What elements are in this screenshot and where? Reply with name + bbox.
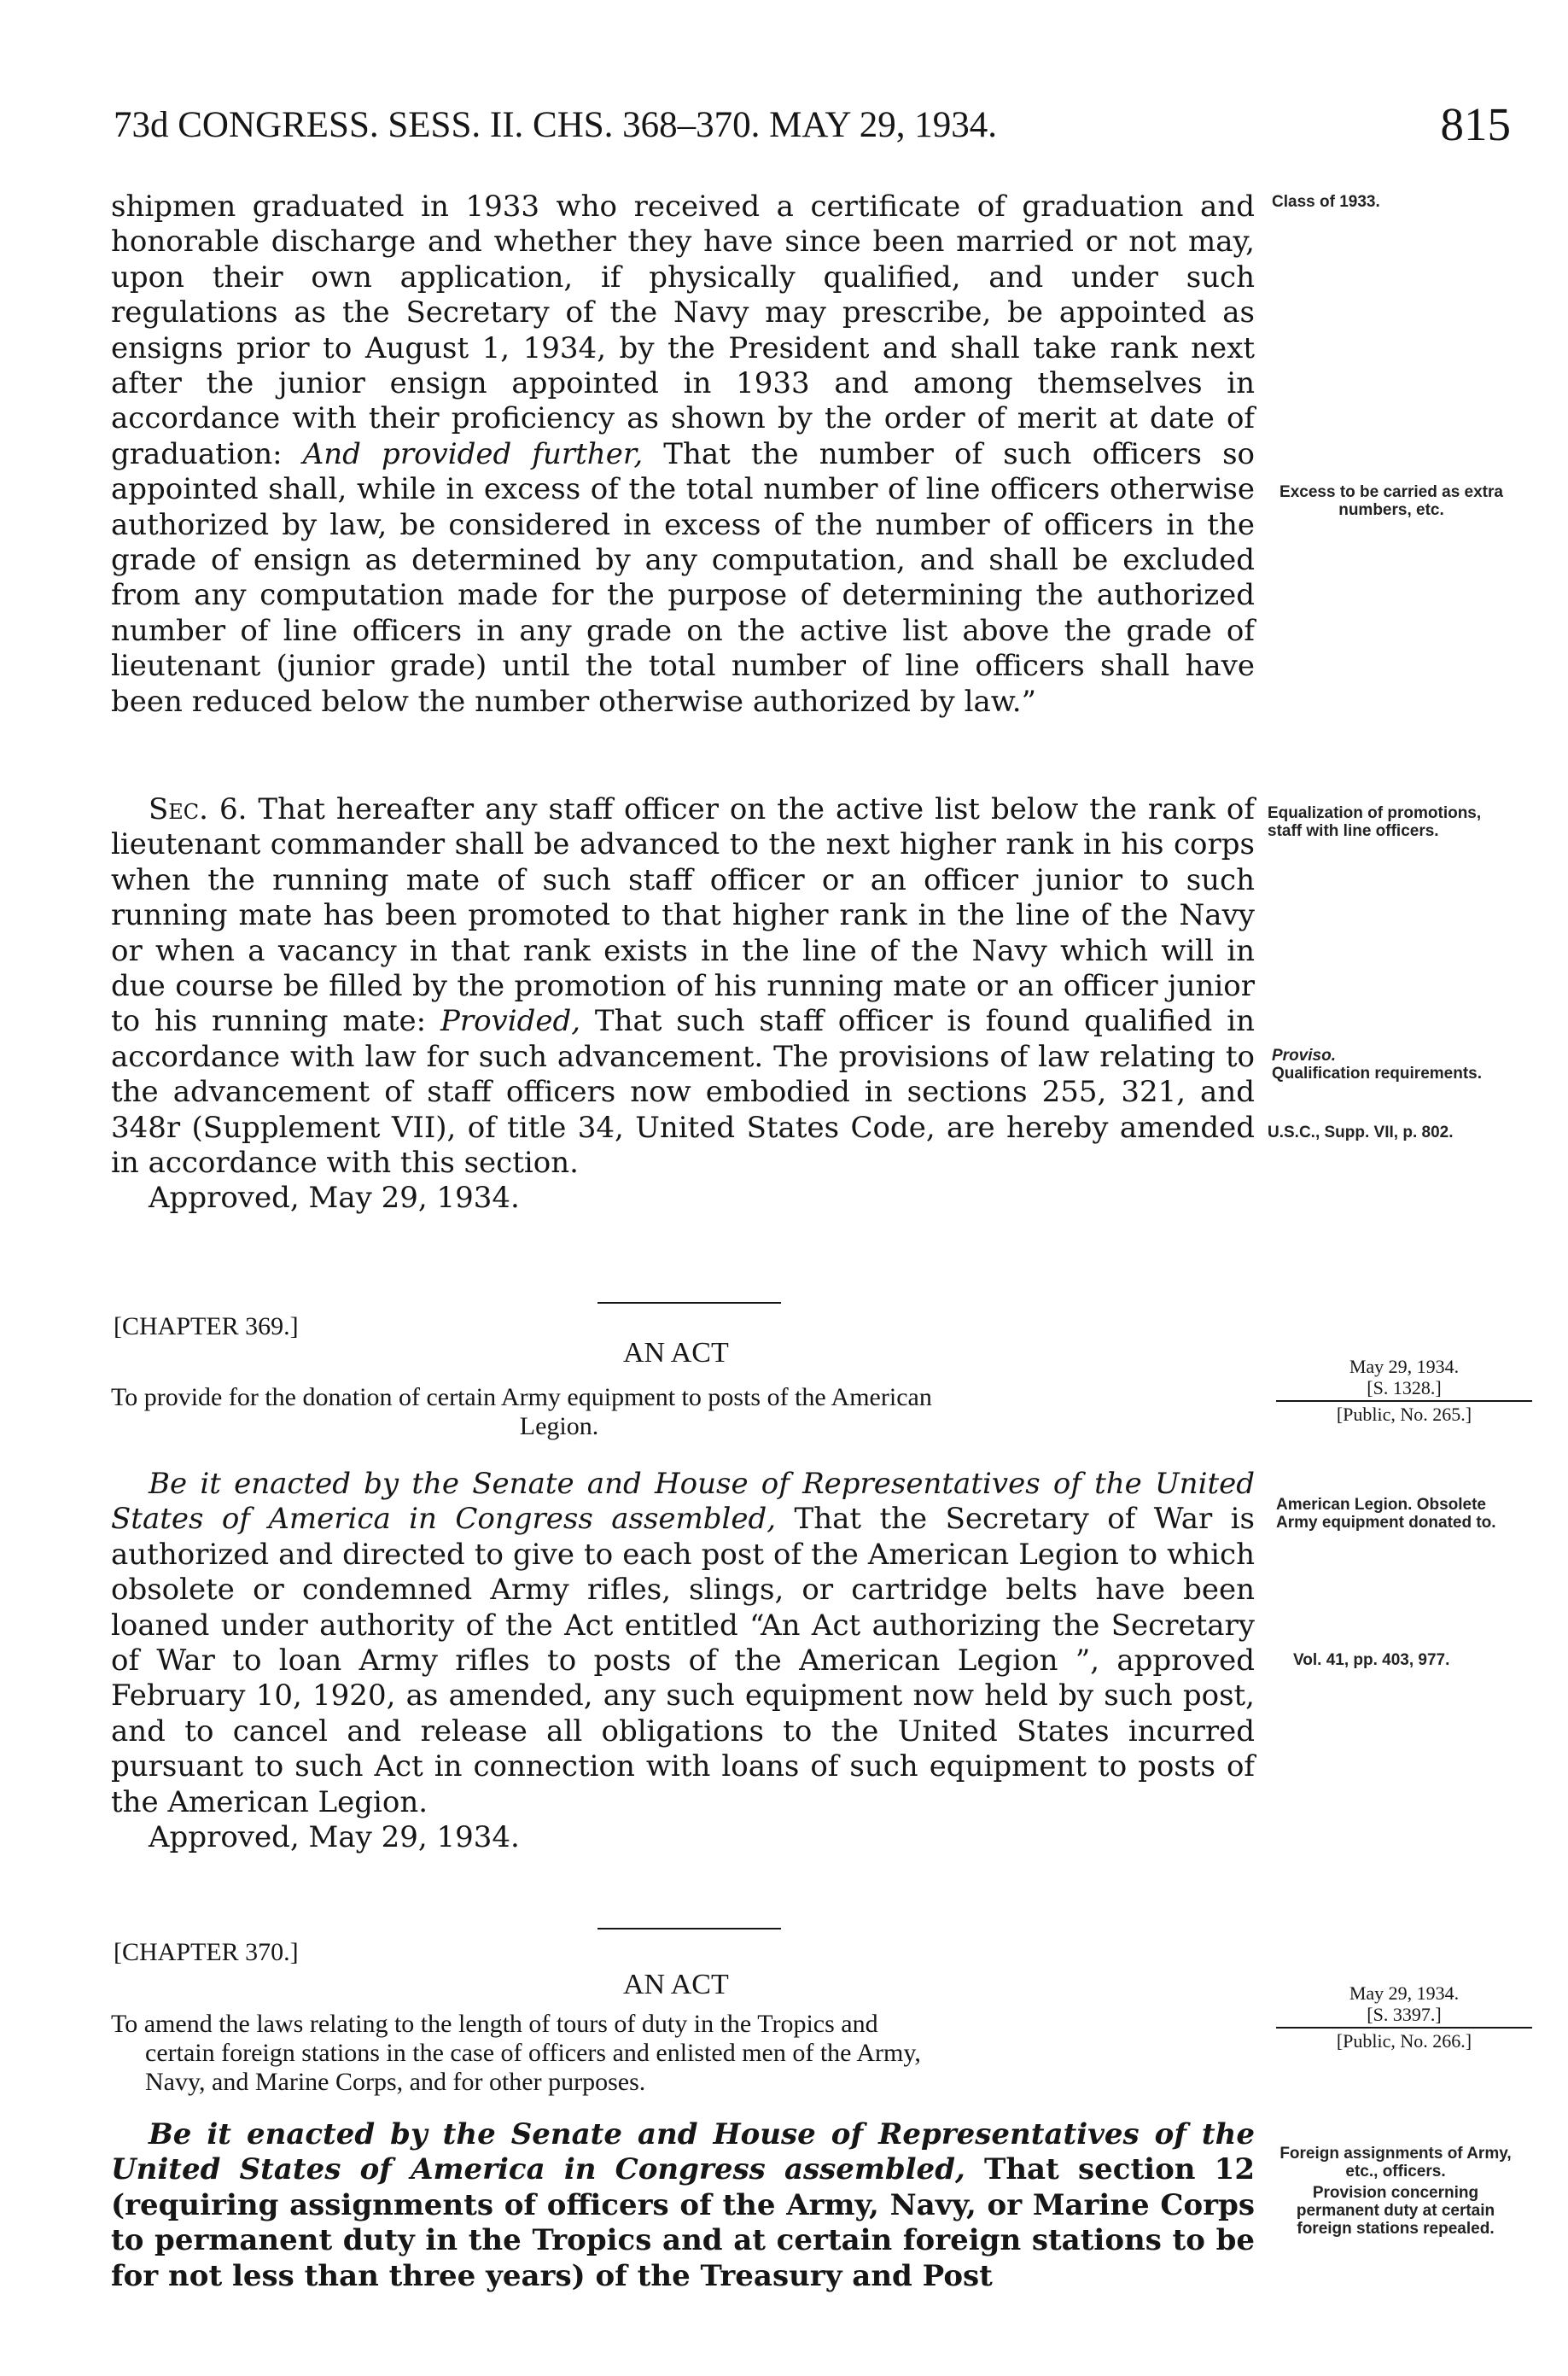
chapter-369-text: That the Secretary of War is authorized and directed to give to each post of the American Legion to which obsolete or condemned Army rifles, slings, or cartridge belts have been loaned under authority of the Act entitled “An Act authorizing the Secretary of War to loan Army rifles to posts of the American Legion ”, approved February 10, 1920, as amended, any such equipment now held by such post, and to cancel and release all obligations to the United States incurred pursuant to such Act in connection with loans of such equipment to posts of the American Legion. [111,1502,1256,1819]
section-5-text: shipmen graduated in 1933 who received a certificate of graduation and honorable discharge and whether they have since been married or not may, upon their own application, if physically qualified, and under such regulations as the Secretary of the Navy may prescribe, be appointed as ensigns prior to August 1, 1934, by the President and shall take rank next after the junior ensign appointed in 1933 and among themselves in accordance with their proficiency as shown by the order of merit at date of graduation: [111,190,1255,471]
margin-note-equalization: Equalization of promotions, staff with line officers. [1268,804,1482,840]
chapter-370-purpose-line-3: Navy, and Marine Corps, and for other purposes. [145,2068,646,2096]
chapter-divider-2 [597,1928,781,1929]
margin-note-class-of-1933: Class of 1933. [1272,193,1380,211]
chapter-370-purpose-line-1: To amend the laws relating to the length of tours of duty in the Tropics and [111,2010,878,2038]
chapter-370-text: That section 12 (requiring assignments of officers of the Army, Navy, or Marine Corps to permanent duty in the Tropics and at certain foreign stations to be for not less than three years) of the Treasury and Post [111,2152,1255,2293]
margin-note-vol41: Vol. 41, pp. 403, 977. [1293,1651,1450,1669]
section-6-text-after: That such staff officer is found qualified in accordance with law for such advancement. The provisions of law relating to the advancement of staff officers now embodied in sections 255, 321, and 348r (Supplement VII), of title 34, United States Code, are hereby amended in accordance with this section. [111,1004,1255,1181]
margin-note-usc-ref: U.S.C., Supp. VII, p. 802. [1268,1124,1454,1141]
chapter-370-public-law: [Public, No. 266.] [1336,2030,1472,2052]
chapter-369-enacting-clause: Be it enacted by the Senate and House of Representatives of the United States of America in Congress assembled, [111,1467,1255,1537]
section-6 [111,792,1255,1217]
chapter-370-paragraph [111,2117,1255,2294]
chapter-370-date: May 29, 1934. [1349,1982,1460,2004]
proviso-word: Provided, [440,1004,581,1039]
chapter-369-purpose [111,1383,1263,1441]
running-head [114,98,1511,150]
section-6-approved: Approved, May 29, 1934. [149,1181,520,1216]
chapter-370-bill: [S. 3397.] [1367,2004,1442,2025]
section-6-paragraph [111,792,1255,1181]
chapter-369-label: [CHAPTER 369.] [114,1312,299,1340]
chapter-370-purpose-line-2: certain foreign stations in the case of officers and enlisted men of the Army, [145,2039,921,2067]
section-5-paragraph [111,190,1255,720]
chapter-370-enacting-clause: Be it enacted by the Senate and House of Representatives of the United States of America in Congress assembled, [111,2117,1255,2187]
chapter-369-rule [1276,1400,1532,1402]
margin-note-foreign-assignments: Foreign assignments of Army, etc., officers. [1279,2145,1512,2180]
page-number: 815 [1440,98,1511,150]
chapter-369-act-heading: AN ACT [623,1337,729,1369]
proviso-phrase: And provided further, [302,436,644,471]
chapter-369-public-law: [Public, No. 265.] [1336,1404,1472,1425]
chapter-369-approved: Approved, May 29, 1934. [149,1820,520,1855]
section-6-label: Sec. 6. [149,792,248,826]
chapter-369-purpose-line-2: Legion. [519,1412,599,1440]
chapter-369-bill: [S. 1328.] [1367,1377,1442,1398]
chapter-369-paragraph [111,1467,1255,1820]
margin-note-provision-concerning: Provision concerning permanent duty at certain foreign stations repealed. [1296,2184,1495,2238]
chapter-370-purpose [111,2010,1263,2097]
chapter-370-body [111,2117,1255,2294]
section-6-text: That hereafter any staff officer on the active list below the rank of lieutenant commander shall be advanced to the next higher rank in his corps when the running mate of such staff officer or an officer junior to such running mate has been promoted to that higher rank in the line of the Navy or when a vacancy in that rank exists in the line of the Navy which will in due course be filled by the promotion of his running mate or an officer junior to his running mate: [111,792,1255,1039]
running-head-text: 73d CONGRESS. SESS. II. CHS. 368–370. MAY 29, 1934. [114,105,997,145]
chapter-369-dated-block [1276,1356,1532,1425]
chapter-369-purpose-line-1: To provide for the donation of certain Army equipment to posts of the American [111,1383,932,1411]
section-5-proviso-text: That the number of such officers so appointed shall, while in excess of the total number of line officers otherwise authorized by law, be considered in excess of the number of officers in the grade of ensign as determined by any computation, and shall be excluded from any computation made for the purpose of determining the authorized number of line officers in any grade on the active list above the grade of lieutenant (junior grade) until the total number of line officers shall have been reduced below the number otherwise authorized by law.” [111,436,1256,719]
chapter-369-date: May 29, 1934. [1349,1356,1460,1377]
margin-note-excess: Excess to be carried as extra numbers, etc. [1279,483,1503,519]
chapter-370-rule [1276,2027,1532,2029]
chapter-divider [597,1302,781,1304]
margin-note-proviso-label: Proviso. [1272,1047,1336,1065]
chapter-370-act-heading: AN ACT [623,1969,729,2000]
margin-note-proviso [1272,1047,1519,1083]
margin-note-american-legion: American Legion. Obsolete Army equipment donated to. [1276,1496,1496,1532]
chapter-370-dated-block [1276,1982,1532,2052]
chapter-369-body [111,1467,1255,1855]
section-5-continuation [111,190,1255,720]
chapter-370-label: [CHAPTER 370.] [114,1938,299,1966]
margin-note-qualification: Qualification requirements. [1272,1065,1482,1083]
